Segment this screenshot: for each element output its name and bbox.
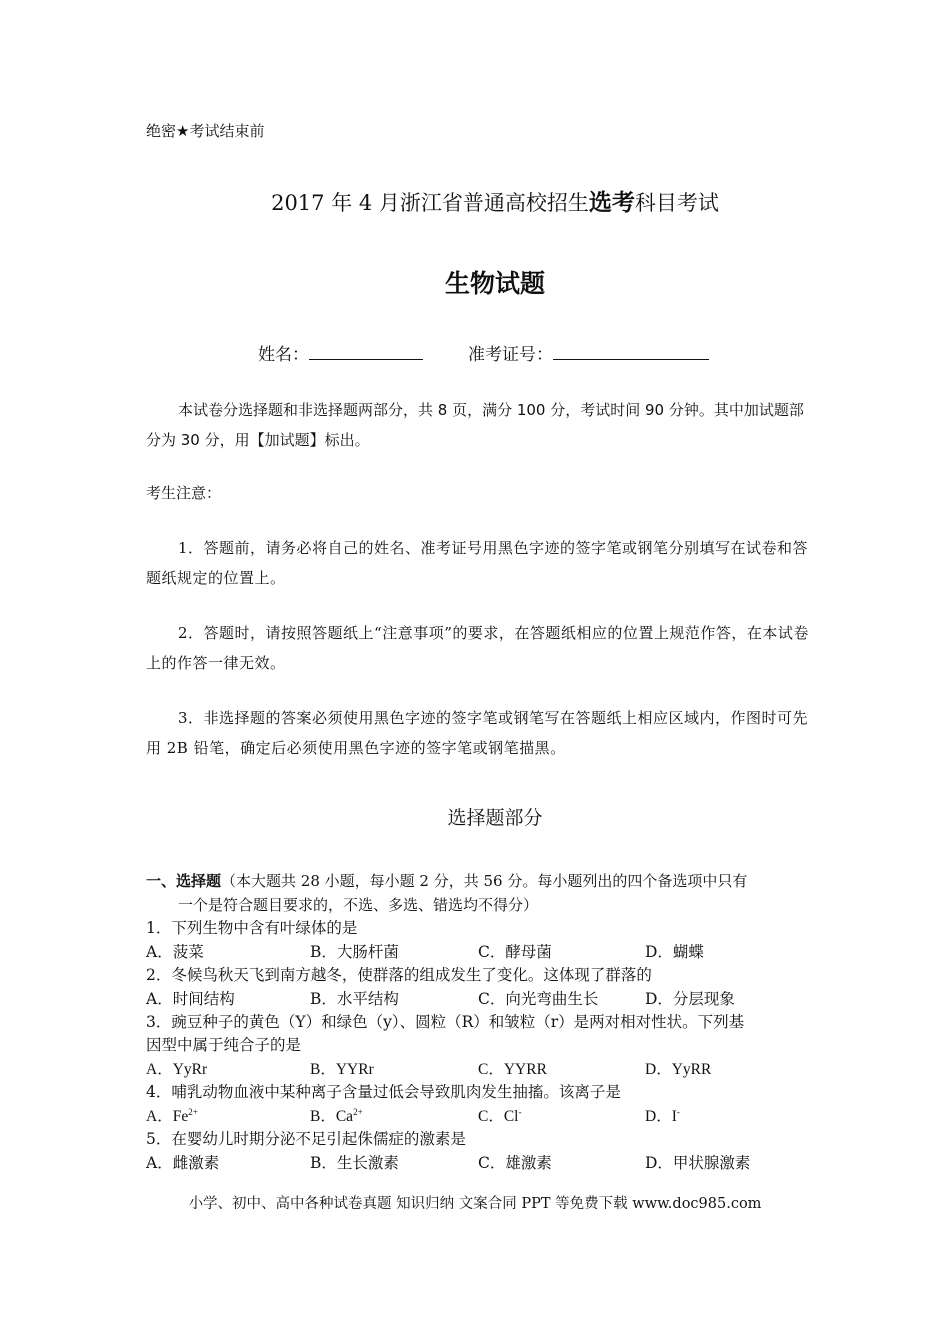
q2-option-d: D．分层现象: [645, 990, 735, 1008]
notice-item-3: 3．非选择题的答案必须使用黑色字迹的签字笔或钢笔写在答题纸上相应区域内，作图时可先用 2B 铅笔，确定后必须使用黑色字迹的签字笔或钢笔描黑。: [146, 709, 809, 757]
subject-title: 生物试题: [444, 269, 545, 298]
question-3-stem-line2: 因型中属于纯合子的是: [146, 1036, 302, 1054]
q2-option-c: C．向光弯曲生长: [478, 990, 599, 1008]
part1-heading: [146, 869, 811, 917]
q4-option-a-charge: 2+: [188, 1107, 198, 1117]
exam-intro: 本试卷分选择题和非选择题两部分，共 8 页，满分 100 分，考试时间 90 分钟。其中加试题部分为 30 分，用【加试题】标出。: [146, 401, 804, 449]
notice-heading: 考生注意：: [146, 484, 222, 502]
q4-option-a: [146, 1104, 198, 1126]
q5-option-c: C．雄激素: [478, 1154, 552, 1172]
name-label: 姓名：: [258, 345, 309, 365]
name-blank[interactable]: [309, 345, 423, 360]
section-title: 选择题部分: [447, 807, 543, 829]
question-4-stem: 4．哺乳动物血液中某种离子含量过低会导致肌肉发生抽搐。该离子是: [146, 1083, 621, 1101]
part1-desc-line1: （本大题共 28 小题，每小题 2 分，共 56 分。每小题列出的四个备选项中只有: [221, 872, 748, 890]
q4-option-b: [310, 1104, 363, 1126]
q1-option-c: C．酵母菌: [478, 943, 552, 961]
footer-promo: 小学、初中、高中各种试卷真题 知识归纳 文案合同 PPT 等免费下载 www.doc985.com: [188, 1196, 762, 1212]
q4-option-b-charge: 2+: [353, 1107, 363, 1117]
part1-desc-line2: 一个是符合题目要求的，不选、多选、错选均不得分）: [178, 896, 539, 914]
part1-label: 一、选择题: [146, 872, 222, 890]
id-field: [468, 340, 709, 365]
q3-option-d: D．YyRR: [645, 1061, 712, 1078]
q2-option-a: A．时间结构: [146, 990, 235, 1008]
q4-option-d-text: D．I: [645, 1108, 677, 1125]
exam-title-part-c: 科目考试: [634, 191, 719, 215]
question-3-stem-line1: 3．豌豆种子的黄色（Y）和绿色（y）、圆粒（R）和皱粒（r）是两对相对性状。下列基: [146, 1013, 745, 1031]
q4-option-d-charge: -: [676, 1107, 680, 1117]
exam-title-part-a: 2017 年 4 月浙江省普通高校招生: [271, 191, 589, 215]
name-field: [258, 340, 423, 365]
q1-option-d: D．蝴蝶: [645, 943, 704, 961]
question-5-stem: 5．在婴幼儿时期分泌不足引起侏儒症的激素是: [146, 1130, 466, 1148]
id-label: 准考证号：: [468, 345, 553, 365]
id-blank[interactable]: [553, 345, 709, 360]
q4-option-c-text: C．Cl: [478, 1108, 519, 1125]
confidential-label: 绝密★考试结束前: [146, 122, 265, 140]
q1-option-a: A．菠菜: [146, 943, 204, 961]
notice-item-2: 2．答题时，请按照答题纸上“注意事项”的要求，在答题纸相应的位置上规范作答，在本试卷上的作答一律无效。: [146, 624, 809, 672]
exam-title-emphasis: 选考: [588, 190, 635, 216]
exam-title: [0, 184, 950, 217]
q2-option-b: B．水平结构: [310, 990, 399, 1008]
q5-option-d: D．甲状腺激素: [645, 1154, 751, 1172]
q3-option-a: A．YyRr: [146, 1061, 208, 1078]
notice-item-1: 1．答题前，请务必将自己的姓名、准考证号用黑色字迹的签字笔或钢笔分别填写在试卷和答题纸规定的位置上。: [146, 539, 809, 587]
q4-option-b-text: B．Ca: [310, 1108, 354, 1125]
question-2-stem: 2．冬候鸟秋天飞到南方越冬，使群落的组成发生了变化。这体现了群落的: [146, 966, 652, 984]
q1-option-b: B．大肠杆菌: [310, 943, 399, 961]
q4-option-c: [478, 1104, 521, 1126]
q5-option-b: B．生长激素: [310, 1154, 399, 1172]
q4-option-a-text: A．Fe: [146, 1108, 189, 1125]
q4-option-c-charge: -: [518, 1107, 522, 1117]
q3-option-b: B．YYRr: [310, 1061, 374, 1078]
question-1-stem: 1．下列生物中含有叶绿体的是: [146, 919, 358, 937]
q3-option-c: C．YYRR: [478, 1061, 547, 1078]
q4-option-d: [645, 1104, 680, 1126]
q5-option-a: A．雌激素: [146, 1154, 220, 1172]
